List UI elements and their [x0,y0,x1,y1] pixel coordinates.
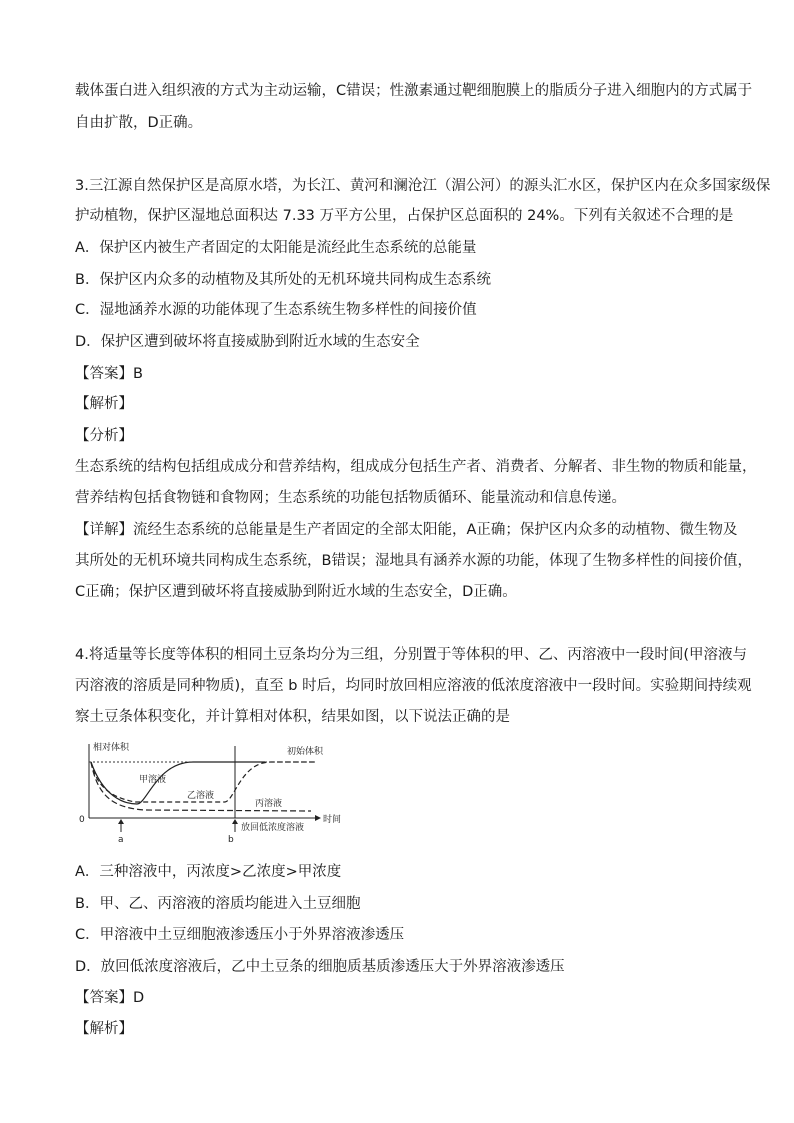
initial-volume-label: 初始体积 [287,747,324,757]
question-3-stem: 护动植物，保护区湿地总面积达 7.33 万平方公里，占保护区总面积的 24%。下列有关叙述不合理的是 [75,208,734,224]
jiexi-label: 【解析】 [75,396,133,412]
question-4-stem: 察土豆条体积变化，并计算相对体积，结果如图，以下说法正确的是 [75,709,510,725]
option-a: A．保护区内被生产者固定的太阳能是流经此生态系统的总能量 [75,240,477,256]
option-c: C．湿地涵养水源的功能体现了生态系统生物多样性的间接价值 [75,302,477,318]
detail-text: 【详解】流经生态系统的总能量是生产者固定的全部太阳能，A正确；保护区内众多的动植物、微生物及 [75,522,738,538]
text-line: 自由扩散，D正确。 [75,115,203,131]
a-arrow-head [118,819,124,824]
x-axis-label: 时间 [323,815,342,825]
jiexi-label: 【解析】 [75,1021,133,1037]
question-3-stem: 3.三江源自然保护区是高原水塔，为长江、黄河和澜沧江（湄公河）的源头汇水区，保护区内在众多国家级保 [75,178,771,194]
option-d: D．保护区遭到破坏将直接威胁到附近水域的生态安全 [75,334,420,350]
b-note-label: 放回低浓度溶液 [241,823,305,833]
volume-figure [75,738,345,848]
origin-label: 0 [79,815,85,825]
mark-b: b [228,835,234,845]
answer-label: 【答案】D [75,990,145,1006]
curve-bing-label: 丙溶液 [255,799,283,809]
question-4-stem: 4.将适量等长度等体积的相同土豆条均分为三组，分别置于等体积的甲、乙、丙溶液中一段时间(甲溶液与 [75,647,747,663]
curve-jia-label: 甲溶液 [139,775,167,785]
mark-a: a [118,835,124,845]
answer-label: 【答案】B [75,366,143,382]
text-line: 载体蛋白进入组织液的方式为主动运输，C错误；性激素通过靶细胞膜上的脂质分子进入细胞内的方式属于 [75,83,753,99]
analysis-text: 生态系统的结构包括组成成分和营养结构，组成成分包括生产者、消费者、分解者、非生物的物质和能量， [75,459,757,475]
fenxi-label: 【分析】 [75,428,133,444]
analysis-text: 营养结构包括食物链和食物网；生态系统的功能包括物质循环、能量流动和信息传递。 [75,490,626,506]
volume-graph [75,738,345,848]
y-axis-label: 相对体积 [93,743,130,753]
curve-yi-label: 乙溶液 [187,791,215,801]
option-d: D．放回低浓度溶液后，乙中土豆条的细胞质基质渗透压大于外界溶液渗透压 [75,959,565,975]
option-c: C．甲溶液中土豆细胞液渗透压小于外界溶液渗透压 [75,927,405,943]
detail-text: 其所处的无机环境共同构成生态系统，B错误；湿地具有涵养水源的功能，体现了生物多样性的间接价值， [75,553,752,569]
option-b: B．保护区内众多的动植物及其所处的无机环境共同构成生态系统 [75,272,491,288]
x-axis-arrow [315,815,321,821]
option-a: A．三种溶液中，丙浓度>乙浓度>甲浓度 [75,864,342,880]
question-4-stem: 丙溶液的溶质是同种物质)，直至 b 时后，均同时放回相应溶液的低浓度溶液中一段时间。实验期间持续观 [75,678,752,694]
option-b: B．甲、乙、丙溶液的溶质均能进入土豆细胞 [75,896,361,912]
b-arrow-head [232,819,238,824]
detail-text: C正确；保护区遭到破坏将直接威胁到附近水域的生态安全，D正确。 [75,584,517,600]
